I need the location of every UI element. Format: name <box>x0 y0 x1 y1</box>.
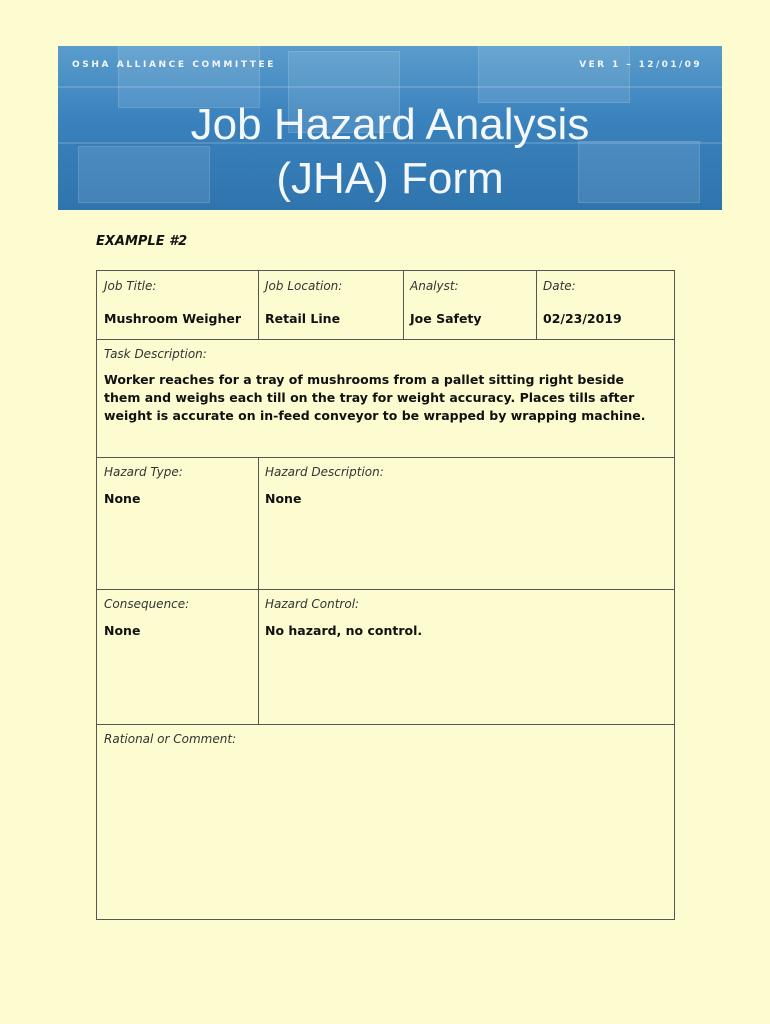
hazard-type-value: None <box>104 491 141 506</box>
hazard-control-value: No hazard, no control. <box>265 623 423 638</box>
job-title-label: Job Title: <box>104 279 157 293</box>
version-label: VER 1 – 12/01/09 <box>579 60 702 70</box>
page-title <box>58 98 722 206</box>
banner-decoration <box>58 86 722 88</box>
banner-decoration <box>478 46 630 103</box>
divider <box>536 271 537 339</box>
consequence-label: Consequence: <box>104 597 190 611</box>
task-description-value: Worker reaches for a tray of mushrooms from a pallet sitting right beside them and weighs each till on the tray for weight accuracy. Places tills after weight is accurate on in-feed conveyor to be wrapped by wrapping machine. <box>104 372 646 423</box>
title-line-1: Job Hazard Analysis <box>190 100 590 149</box>
analyst-label: Analyst: <box>410 279 459 293</box>
date-cell <box>536 271 674 339</box>
jha-form <box>96 270 675 920</box>
date-value: 02/23/2019 <box>543 311 622 326</box>
job-location-value: Retail Line <box>265 311 341 326</box>
consequence-value: None <box>104 623 141 638</box>
hazard-description-value: None <box>265 491 302 506</box>
job-title-cell <box>97 271 258 339</box>
example-label: EXAMPLE #2 <box>96 234 188 249</box>
divider <box>403 271 404 339</box>
rational-comment-cell <box>97 724 674 919</box>
consequence-cell <box>97 589 258 724</box>
hazard-type-cell <box>97 457 258 589</box>
divider <box>258 589 259 724</box>
task-description-label: Task Description: <box>104 347 207 361</box>
hazard-control-label: Hazard Control: <box>265 597 360 611</box>
organization-name: OSHA ALLIANCE COMMITTEE <box>72 60 277 70</box>
hazard-description-cell <box>258 457 674 589</box>
analyst-value: Joe Safety <box>410 311 482 326</box>
job-location-cell <box>258 271 403 339</box>
task-description-cell <box>97 339 674 457</box>
hazard-description-label: Hazard Description: <box>265 465 384 479</box>
header-banner <box>58 46 722 210</box>
analyst-cell <box>403 271 536 339</box>
hazard-control-cell <box>258 589 674 724</box>
hazard-type-label: Hazard Type: <box>104 465 183 479</box>
divider <box>258 457 259 589</box>
rational-comment-label: Rational or Comment: <box>104 732 237 746</box>
date-label: Date: <box>543 279 576 293</box>
divider <box>258 271 259 339</box>
title-line-2: (JHA) Form <box>276 154 504 203</box>
job-location-label: Job Location: <box>265 279 343 293</box>
job-title-value: Mushroom Weigher <box>104 311 241 326</box>
